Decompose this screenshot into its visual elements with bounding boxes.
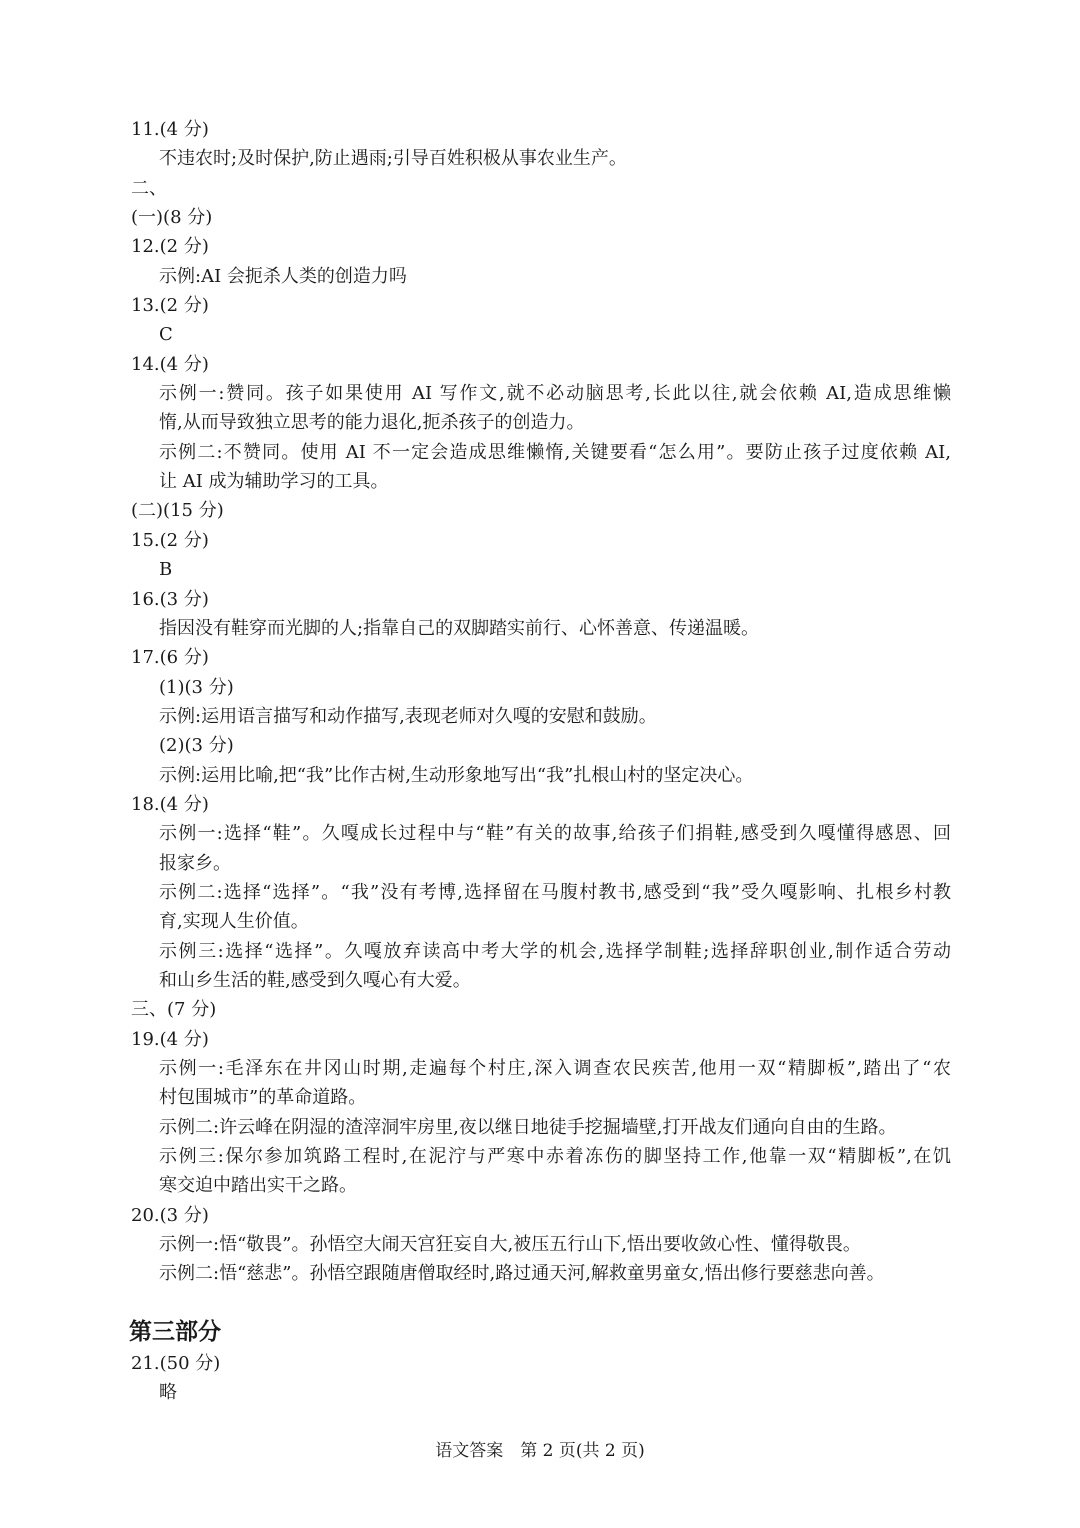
answer-line: 育,实现人生价值。 (159, 911, 309, 933)
answer-line: 和山乡生活的鞋,感受到久嘎心有大爱。 (159, 969, 471, 991)
answer-line: 示例:运用比喻,把“我”比作古树,生动形象地写出“我”扎根山村的坚定决心。 (159, 764, 754, 786)
question-heading: 20.(3 分) (131, 1204, 209, 1226)
question-heading: 21.(50 分) (131, 1352, 221, 1374)
answer-line: 让 AI 成为辅助学习的工具。 (159, 471, 389, 493)
question-heading: 16.(3 分) (131, 588, 209, 610)
answer-line: 示例一:赞同。孩子如果使用 AI 写作文,就不必动脑思考,长此以往,就会依赖 AI,造成思维懒 (159, 383, 951, 405)
answer-line: 示例三:保尔参加筑路工程时,在泥泞与严寒中赤着冻伤的脚坚持工作,他靠一双“精脚板”,在饥 (159, 1146, 951, 1168)
answer-line: B (159, 559, 173, 581)
answer-line: 惰,从而导致独立思考的能力退化,扼杀孩子的创造力。 (159, 412, 585, 434)
answer-line: 示例三:选择“选择”。久嘎放弃读高中考大学的机会,选择学制鞋;选择辞职创业,制作适合劳动 (159, 940, 951, 962)
page-footer: 语文答案 第 2 页(共 2 页) (435, 1441, 645, 1461)
question-heading: (一)(8 分) (131, 207, 213, 229)
answer-line: 村包围城市”的革命道路。 (159, 1087, 367, 1109)
answer-line: 寒交迫中踏出实干之路。 (159, 1175, 357, 1197)
answer-line: 不违农时;及时保护,防止遇雨;引导百姓积极从事农业生产。 (159, 148, 627, 170)
question-heading: 二、 (131, 177, 167, 199)
question-heading: 12.(2 分) (131, 236, 209, 258)
question-heading: 11.(4 分) (131, 119, 209, 140)
answer-line: 示例二:悟“慈悲”。孙悟空跟随唐僧取经时,路过通天河,解救童男童女,悟出修行要慈悲向善。 (159, 1263, 885, 1285)
answer-line: 示例二:选择“选择”。“我”没有考博,选择留在马腹村教书,感受到“我”受久嘎影响、扎根乡村教 (159, 881, 951, 903)
question-heading: 14.(4 分) (131, 353, 209, 375)
answer-line: 示例二:许云峰在阴湿的渣滓洞牢房里,夜以继日地徒手挖掘墙壁,打开战友们通向自由的生路。 (159, 1116, 897, 1138)
answer-line: 示例:AI 会扼杀人类的创造力吗 (159, 265, 407, 287)
question-heading: 15.(2 分) (131, 529, 209, 551)
section-heading: 第三部分 (129, 1318, 221, 1345)
answer-line: 略 (159, 1382, 177, 1404)
answer-line: 示例一:毛泽东在井冈山时期,走遍每个村庄,深入调查农民疾苦,他用一双“精脚板”,踏出了“农 (159, 1058, 951, 1079)
answer-line: 示例一:悟“敬畏”。孙悟空大闹天宫狂妄自大,被压五行山下,悟出要收敛心性、懂得敬畏。 (159, 1234, 861, 1256)
question-heading: 17.(6 分) (131, 647, 209, 669)
answer-line: 示例一:选择“鞋”。久嘎成长过程中与“鞋”有关的故事,给孩子们捐鞋,感受到久嘎懂得感恩、回 (159, 823, 951, 845)
question-heading: 18.(4 分) (131, 793, 209, 815)
answer-line: C (159, 324, 173, 346)
question-heading: 19.(4 分) (131, 1028, 209, 1050)
answer-line: 示例:运用语言描写和动作描写,表现老师对久嘎的安慰和鼓励。 (159, 705, 657, 727)
answer-line: 示例二:不赞同。使用 AI 不一定会造成思维懒惰,关键要看“怎么用”。要防止孩子过度依赖 AI, (159, 441, 951, 463)
question-heading: (二)(15 分) (131, 500, 224, 522)
answer-line: 指因没有鞋穿而光脚的人;指靠自己的双脚踏实前行、心怀善意、传递温暖。 (159, 617, 760, 639)
answer-line: (2)(3 分) (159, 735, 234, 757)
question-heading: 三、(7 分) (131, 999, 217, 1021)
answer-line: 报家乡。 (159, 852, 231, 874)
question-heading: 13.(2 分) (131, 295, 209, 317)
answer-line: (1)(3 分) (159, 676, 234, 698)
answer-document (131, 115, 951, 1407)
